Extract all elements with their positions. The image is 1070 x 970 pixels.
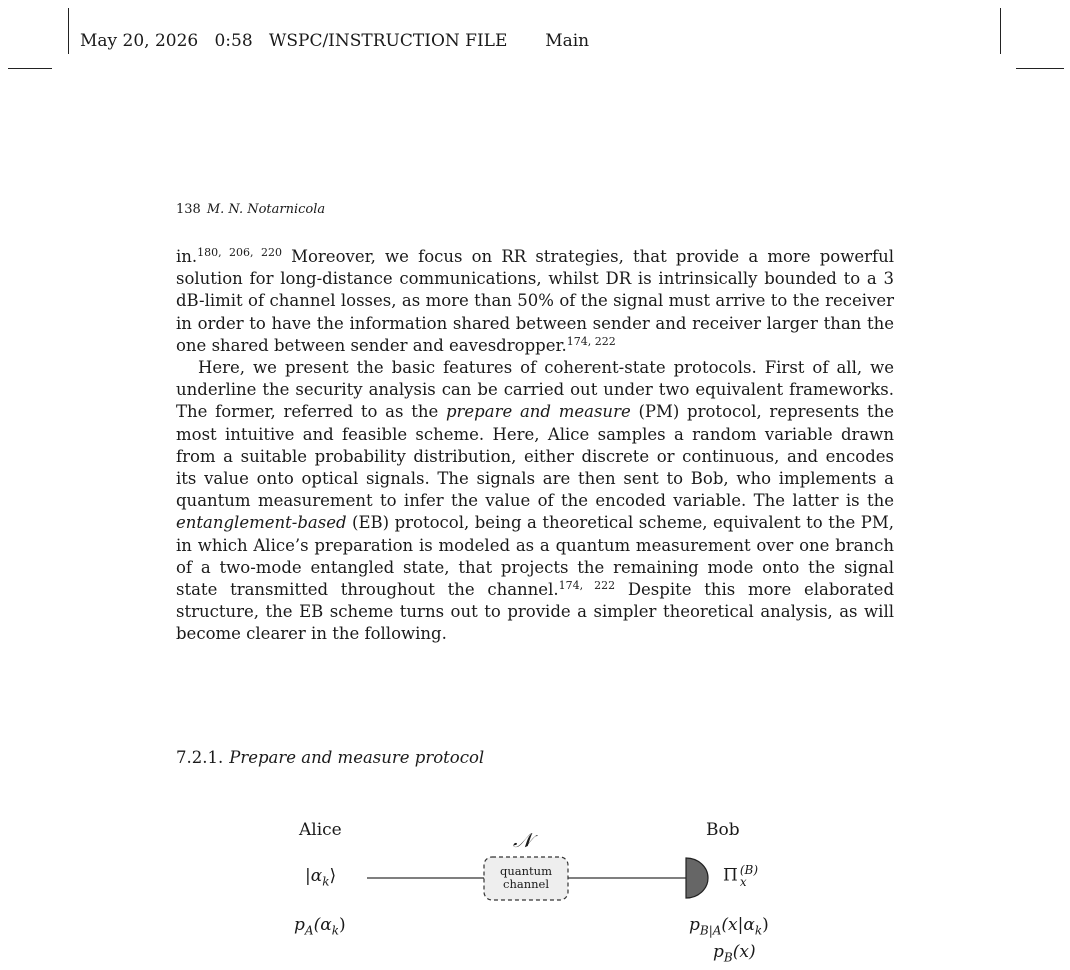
bob-cond-sub: B|A	[699, 923, 722, 938]
bob-label: Bob	[706, 820, 740, 840]
citation: 174, 222	[558, 579, 616, 593]
alice-state-ket: |α	[305, 866, 323, 886]
running-head-date: May 20, 2026	[80, 31, 199, 51]
page-number: 138	[176, 202, 201, 217]
bob-prob-symbol: p	[713, 942, 724, 962]
alice-state	[305, 866, 336, 888]
paragraph-2-part3: (EB) protocol, being a theoretical scheme, equivalent to the PM, in which Alice’s preparation is modeled as a quantum measurement over one branch of a two-mode entangled state, that projects the remaining mode onto the signal state transmitted throughout the channel.	[176, 513, 894, 600]
bob-cond-symbol: p	[689, 915, 700, 935]
subsection-heading	[176, 748, 484, 767]
bob-povm-sup: (B)	[739, 863, 759, 877]
body-text	[176, 246, 894, 646]
alice-prob-arg-sub: k	[331, 923, 339, 938]
bob-prob-arg: (x)	[732, 942, 756, 962]
term-prepare-and-measure: prepare and measure	[445, 402, 631, 422]
alice-probability	[294, 915, 346, 937]
paragraph-2-part1: Here, we present the basic features of coherent-state protocols. First of all, we underline the security analysis can be carried out under two equivalent frameworks. The former, referred to as the	[176, 358, 894, 422]
subsection-title: Prepare and measure protocol	[229, 748, 485, 767]
alice-prob-arg: (α	[313, 915, 332, 935]
citation: 174, 222	[566, 334, 616, 348]
quantum-channel-label	[484, 865, 568, 891]
alice-state-sub: k	[322, 874, 330, 889]
alice-prob-close: )	[338, 915, 346, 935]
citation: 180, 206, 220	[197, 246, 282, 259]
bob-cond-arg-sub: k	[754, 923, 763, 938]
page-author: M. N. Notarnicola	[206, 202, 326, 217]
alice-prob-symbol: p	[294, 915, 305, 935]
bob-povm	[723, 864, 758, 888]
channel-symbol: 𝒩	[513, 828, 533, 852]
bob-povm-symbol: Π	[723, 865, 738, 886]
alice-prob-sub: A	[304, 923, 314, 938]
bob-cond-close: )	[762, 915, 769, 935]
crop-mark-right-horizontal	[1016, 68, 1064, 69]
subsection-number: 7.2.1.	[176, 748, 224, 767]
term-entanglement-based: entanglement-based	[176, 513, 347, 533]
page-header	[176, 202, 325, 217]
bob-cond-arg: (x|α	[721, 915, 755, 935]
running-head-label: WSPC/INSTRUCTION FILE	[268, 31, 508, 51]
paragraph-2	[176, 357, 894, 646]
running-head-file: Main	[545, 31, 590, 51]
bob-probability	[713, 942, 756, 964]
paragraph-2-part4: Despite this more elaborated structure, the EB scheme turns out to provide a simpler theoretical analysis, as will become clearer in the following.	[176, 580, 895, 644]
alice-state-close: ⟩	[329, 866, 337, 886]
alice-label: Alice	[299, 820, 342, 840]
bob-conditional-probability	[689, 915, 769, 937]
channel-label-line1: quantum	[500, 864, 552, 878]
bob-prob-sub: B	[723, 950, 733, 965]
running-head-time: 0:58	[214, 31, 253, 51]
running-head	[80, 31, 589, 51]
crop-mark-left-horizontal	[8, 68, 52, 69]
detector-icon	[686, 858, 708, 898]
crop-mark-left-vertical	[68, 8, 69, 54]
pm-protocol-diagram	[270, 810, 830, 970]
channel-label-line2: channel	[503, 877, 549, 891]
crop-mark-right-vertical	[1000, 8, 1001, 54]
paragraph-1-lead: in.	[176, 247, 198, 266]
paragraph-1-text: Moreover, we focus on RR strategies, that provide a more powerful solution for long-distance communications, whilst DR is intrinsically bounded to a 3 dB-limit of channel losses, as more than 50% of the signal must arrive to the receiver in order to have the information shared between sender and receiver larger than the one shared between sender and eavesdropper.	[176, 247, 894, 355]
paragraph-2-part2: (PM) protocol, represents the most intuitive and feasible scheme. Here, Alice samples a random variable drawn from a suitable probability distribution, either discrete or continuous, and encodes its value onto optical signals. The signals are then sent to Bob, who implements a quantum measurement to infer the value of the encoded variable. The latter is the	[176, 402, 895, 511]
paragraph-1	[176, 246, 894, 357]
bob-povm-sub: x	[739, 875, 747, 889]
